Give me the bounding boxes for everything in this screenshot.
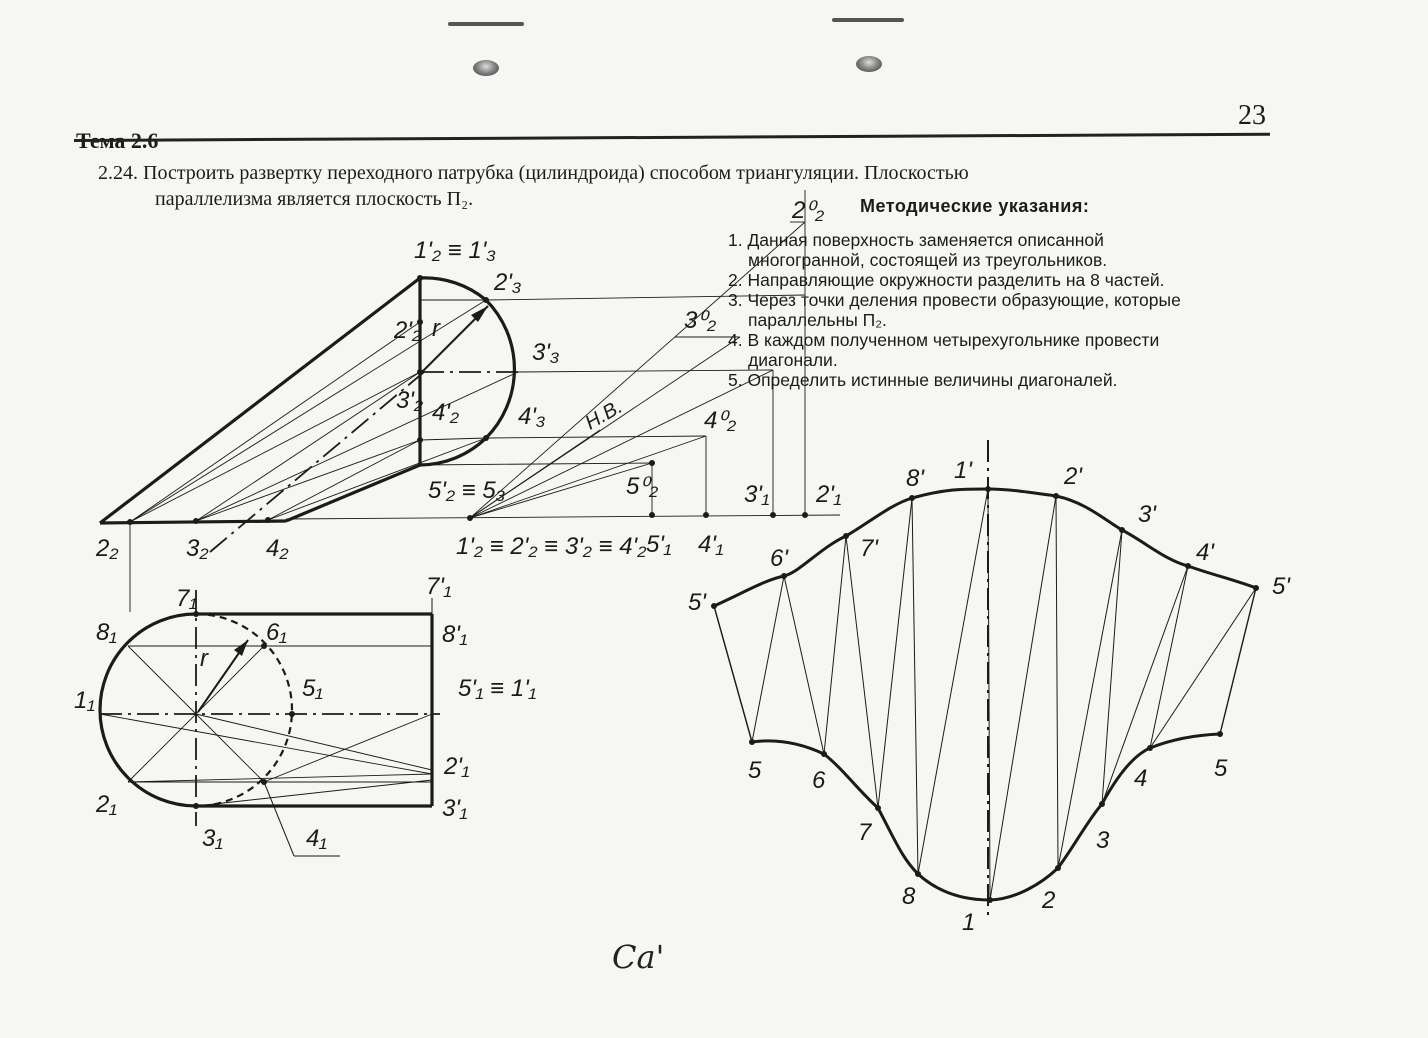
label: 4' xyxy=(1196,539,1214,566)
label: 2'₁ xyxy=(816,481,842,508)
task-text-line1: Построить развертку переходного патрубка (цилиндроида) способом триангуляции. Плоскостью xyxy=(143,162,969,184)
point xyxy=(1055,865,1061,871)
label: r xyxy=(200,645,208,672)
point xyxy=(703,512,709,518)
label: 5'₁ ≡ 1'₁ xyxy=(458,675,537,702)
front-outline-lower xyxy=(286,465,420,521)
label: 7₁ xyxy=(176,585,197,612)
point xyxy=(987,897,993,903)
label: 5'₂ ≡ 5₃ xyxy=(428,477,506,504)
label: 4'₃ xyxy=(518,403,546,430)
projection-line xyxy=(486,436,706,438)
label: 3₂ xyxy=(186,535,209,562)
label: 4₁ xyxy=(306,825,327,852)
label: 5₁ xyxy=(302,675,323,702)
point xyxy=(483,435,489,441)
label: 2₂ xyxy=(96,535,119,562)
development-lower-curve xyxy=(752,734,1220,900)
point xyxy=(749,739,755,745)
point xyxy=(417,369,423,375)
label: 5 xyxy=(748,757,762,784)
top-radius-arrowhead xyxy=(234,640,248,656)
generatrix xyxy=(268,440,420,520)
triangulation-line xyxy=(752,576,784,742)
task-text-line2: параллелизма является плоскость П₂. xyxy=(155,188,474,210)
label: 6₁ xyxy=(266,619,287,646)
label: r xyxy=(432,315,440,342)
label: 1₁ xyxy=(74,687,95,714)
point xyxy=(483,297,489,303)
point xyxy=(417,437,423,443)
point xyxy=(711,603,717,609)
label: 7 xyxy=(858,819,872,846)
true-length-line xyxy=(470,370,773,518)
guideline-item-cont: параллельны П₂. xyxy=(748,310,887,330)
point xyxy=(770,512,776,518)
true-length-line xyxy=(470,436,706,518)
development-points xyxy=(711,486,1259,903)
label: 2₁ xyxy=(96,791,117,818)
chord xyxy=(420,438,486,440)
guideline-item-cont: многогранной, состоящей из треугольников. xyxy=(748,250,1108,270)
point xyxy=(1119,527,1125,533)
label: 6 xyxy=(812,767,826,794)
label: 3' xyxy=(1138,501,1156,528)
label: 3'₃ xyxy=(532,339,560,366)
point xyxy=(821,751,827,757)
triangulation-line xyxy=(784,576,824,754)
guidelines-title: Методические указания: xyxy=(860,196,1090,216)
guideline-item: 4. В каждом полученном четырехугольнике провести xyxy=(728,330,1160,350)
development-side-right xyxy=(1220,588,1256,734)
triangulation-line xyxy=(912,498,918,874)
guideline-item-cont: диагонали. xyxy=(748,350,838,370)
triangulation-line xyxy=(1102,530,1122,804)
label: 2'₃ xyxy=(494,269,522,296)
diagonal-line xyxy=(196,780,432,806)
triangulation-line xyxy=(1150,566,1188,748)
point xyxy=(127,519,133,525)
point xyxy=(909,495,915,501)
point xyxy=(1147,745,1153,751)
point xyxy=(467,515,473,521)
point xyxy=(193,803,199,809)
label: 7'₁ xyxy=(426,573,452,600)
point xyxy=(802,512,808,518)
label: 4 xyxy=(1134,765,1148,792)
task-number: 2.24. xyxy=(98,162,138,184)
triangulation-line xyxy=(878,498,912,808)
label: 5 xyxy=(1214,755,1228,782)
diagonal-line xyxy=(100,714,432,774)
triangulation-line xyxy=(1058,530,1122,868)
label: 2' xyxy=(1064,463,1082,490)
projection-line xyxy=(518,370,773,372)
triangulation-line xyxy=(846,536,878,808)
front-view-labels xyxy=(95,197,842,562)
topic-heading: Тема 2.6 xyxy=(76,128,159,153)
label: 3'₁ xyxy=(442,795,468,822)
true-length-line xyxy=(470,430,600,518)
point xyxy=(1099,801,1105,807)
label: 2'₂ xyxy=(394,317,422,344)
label: 3'₁ xyxy=(744,481,770,508)
point xyxy=(649,512,655,518)
guideline-item: 3. Через точки деления провести образующие, которые xyxy=(728,290,1181,310)
development xyxy=(714,440,1256,920)
label: 3 xyxy=(1096,827,1110,854)
point xyxy=(1217,731,1223,737)
label: 4'₂ xyxy=(432,399,460,426)
label: 1'₂ ≡ 2'₂ ≡ 3'₂ ≡ 4'₂ xyxy=(456,533,647,560)
label: 5' xyxy=(1272,573,1290,600)
guideline-item: 5. Определить истинные величины диагоналей. xyxy=(728,370,1118,390)
label: 3'₂ xyxy=(396,387,424,414)
point xyxy=(1253,585,1259,591)
label: 7' xyxy=(860,535,878,562)
point xyxy=(1185,563,1191,569)
label: 3⁰₂ xyxy=(684,307,717,334)
front-axis-diag xyxy=(210,372,424,552)
point xyxy=(1053,493,1059,499)
leader-line xyxy=(264,782,294,856)
label: Н.В. xyxy=(581,395,627,435)
label: 1'₂ ≡ 1'₃ xyxy=(414,237,496,264)
guideline-item: 2. Направляющие окружности разделить на 8 частей. xyxy=(728,270,1165,290)
base-projection-line xyxy=(286,515,840,519)
point xyxy=(417,275,423,281)
point xyxy=(193,518,199,524)
point xyxy=(985,486,991,492)
triangulation-line xyxy=(990,496,1056,900)
label: 1 xyxy=(962,909,976,936)
label: 4⁰₂ xyxy=(704,407,737,434)
point xyxy=(915,871,921,877)
label: 8₁ xyxy=(96,619,117,646)
label: 5⁰₂ xyxy=(626,473,659,500)
label: 8 xyxy=(902,883,916,910)
label: 4'₁ xyxy=(698,531,724,558)
triangulation-line xyxy=(918,489,988,874)
label: 5'₁ xyxy=(646,531,672,558)
generatrix xyxy=(130,372,420,522)
triangulation-line xyxy=(1056,496,1058,868)
label: 2'₁ xyxy=(444,753,470,780)
signature-mark: Са' xyxy=(612,938,665,976)
label: 8'₁ xyxy=(442,621,468,648)
label: 2⁰₂ xyxy=(792,197,825,224)
label: 5' xyxy=(688,589,706,616)
point xyxy=(875,805,881,811)
point xyxy=(781,573,787,579)
label: 6' xyxy=(770,545,788,572)
point xyxy=(265,517,271,523)
triangulation-line xyxy=(824,536,846,754)
point xyxy=(649,460,655,466)
point xyxy=(843,533,849,539)
page-number: 23 xyxy=(1238,100,1266,131)
triangulation-line xyxy=(1150,588,1256,748)
guideline-item: 1. Данная поверхность заменяется описанной xyxy=(728,230,1104,250)
triangulation-line xyxy=(714,606,752,742)
label: 1' xyxy=(954,457,972,484)
label: 4₂ xyxy=(266,535,289,562)
label: 3₁ xyxy=(202,825,223,852)
point xyxy=(261,779,267,785)
point xyxy=(289,711,295,717)
label: 2 xyxy=(1042,887,1056,914)
projection-line xyxy=(420,463,652,465)
projection-line xyxy=(486,295,805,300)
label: 8' xyxy=(906,465,924,492)
